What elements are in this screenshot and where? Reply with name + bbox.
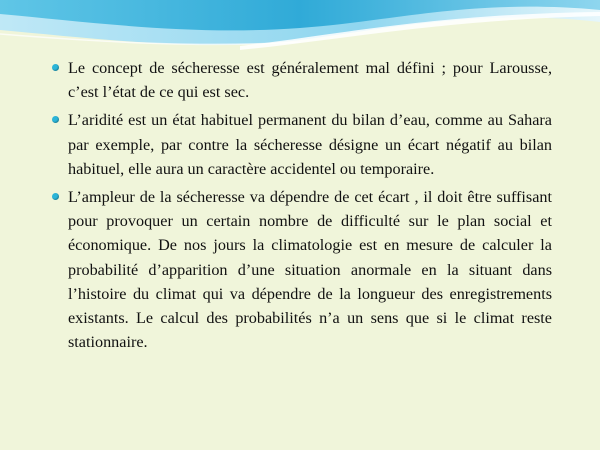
bullet-dot-icon: [52, 64, 59, 71]
bullet-item-1: [52, 56, 552, 104]
bullet-text-2: L’aridité est un état habituel permanent du bilan d’eau, comme au Sahara par exemple, par contre la sécheresse désigne un écart négatif au bilan habituel, elle aura un caractère accidentel ou temporaire.: [68, 111, 552, 178]
bullet-dot-icon: [52, 116, 59, 123]
bullet-item-2: [52, 108, 552, 181]
bullet-dot-icon: [52, 193, 59, 200]
bullet-list: [52, 56, 552, 358]
header-wave-decoration: [0, 0, 600, 60]
bullet-item-3: [52, 185, 552, 354]
bullet-text-3: L’ampleur de la sécheresse va dépendre de cet écart , il doit être suffisant pour provoquer un certain nombre de difficulté sur le plan social et économique. De nos jours la climatologie est en mesure de calculer la probabilité d’apparition d’une situation anormale en la situant dans l’histoire du climat qui va dépendre de la longueur des enregistrements existants. Le calcul des probabilités n’a un sens que si le climat reste stationnaire.: [68, 188, 552, 352]
bullet-text-1: Le concept de sécheresse est généralement mal défini ; pour Larousse, c’est l’état de ce qui est sec.: [68, 59, 552, 102]
